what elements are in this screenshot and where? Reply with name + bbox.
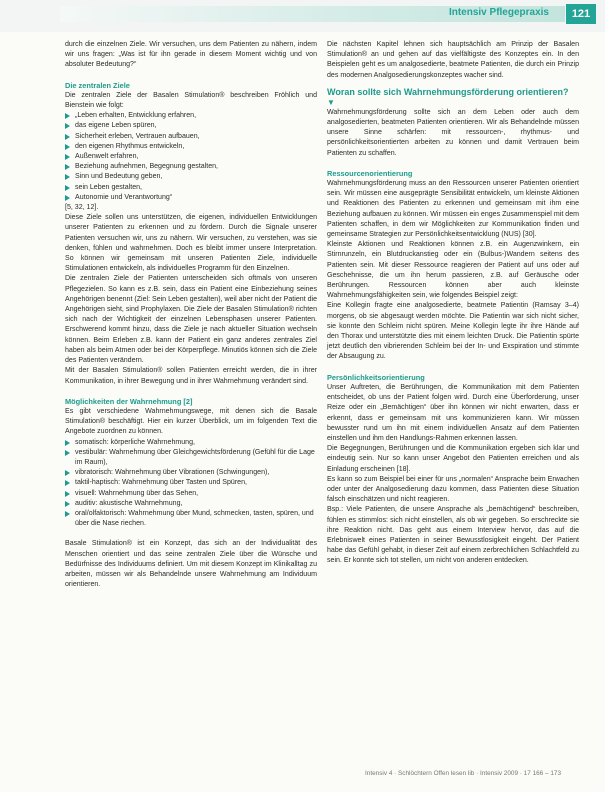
goal-item: sein Leben gestalten,	[65, 183, 317, 193]
perception-item: taktil-haptisch: Wahrnehmung über Tasten und Spüren,	[65, 478, 317, 488]
journal-title: Intensiv Pflegepraxis	[448, 7, 549, 18]
goal-item: Außenwelt erfahren,	[65, 152, 317, 162]
goals-intro: Die zentralen Ziele der Basalen Stimulation® beschreiben Fröhlich und Bienstein wie folgt:	[65, 91, 317, 110]
triangle-down-icon: ▼	[327, 97, 335, 107]
personality-paragraph: Die Begegnungen, Berührungen und die Kommunikation ergeben sich klar und eindeutig sein. Nur so kann unser Angebot den Patienten erreichen und als Einladung erscheinen [18].	[327, 445, 579, 473]
perception-item: vestibulär: Wahrnehmung über Gleichgewichtsförderung (Gefühl für die Lage im Raum),	[65, 448, 317, 468]
header-band	[0, 0, 605, 32]
goal-item: Beziehung aufnehmen, Begegnung gestalten,	[65, 162, 317, 172]
perception-item: visuell: Wahrnehmung über das Sehen,	[65, 489, 317, 499]
left-paragraph: Mit der Basalen Stimulation® sollen Patienten erreicht werden, die in ihrer Kommunikation, in ihrer Bewegung und in ihrer Wahrnehmung verändert sind.	[65, 367, 317, 385]
personality-paragraph: Unser Auftreten, die Berührungen, die Kommunikation mit dem Patienten entscheidet, ob uns der Patient folgen wird. Durch eine Überforderung, unser Reize oder ein „Bemächtigen“ über ihn können wir nicht erwarten, dass er erkennt, dass er gemeinsam mit uns kommunizieren kann. Wir müssen bewusster rund um ihn mit einem individuellen Ansatz auf dem Patienten einstellen und ihm den Handlungs-Rahmen erkennen lassen.	[327, 383, 579, 442]
goals-heading: Die zentralen Ziele	[65, 80, 130, 90]
resources-paragraph: Eine Kollegin fragte eine analgosedierte, beatmete Patientin (Ramsay 3–4) morgens, ob sie abgesaugt werden möchte. Die Patientin war sich nicht sicher, sie konnte den Schleim nicht spüren. Meine Kollegin legte ihr ihre Hände auf den Thorax und unterstützte dies mit einem leichten Druck. Die Patientin spürte jetzt deutlich den vibrierenden Schleim bei der In- und Exspiration und stimmte der Absaugung zu.	[327, 302, 579, 361]
perception-heading: Möglichkeiten der Wahrnehmung [2]	[65, 396, 193, 406]
goal-item: Sicherheit erleben, Vertrauen aufbauen,	[65, 132, 317, 142]
perception-item: vibratorisch: Wahrnehmung über Vibrationen (Schwingungen),	[65, 468, 317, 478]
goal-item: „Leben erhalten, Entwicklung erfahren,	[65, 111, 317, 121]
personality-paragraph: Es kann so zum Beispiel bei einer für uns „normalen“ Ansprache beim Erwachen oder unter der Analgosedierung dazu kommen, dass Patienten diese Situation falsch einschätzen und nicht reagieren.	[327, 475, 579, 504]
page-footer: Intensiv 4 · Schlöchtern Offen lesen lib · Intensiv 2009 · 17 166 – 173	[365, 770, 561, 777]
personality-paragraph: Bsp.: Viele Patienten, die unsere Ansprache als „bemächtigend“ beschreiben, fühlen es stimmlos: sich nicht einstellen, als ob wir gegeben. So erschreckte sie ihre Reaktion nicht. Das geht aus einem Interview hervor, das auf die Erlebniswelt eines Patienten in seiner Bewusstlosigkeit eingeht. Der Patient habe das Gefühl gehabt, in dieser Zeit auf einem zerbrechlichen Schlachtfeld zu sein. Er konnte sich tot stellen, um nicht von anderen entdecken.	[327, 506, 579, 565]
goal-item: Autonomie und Verantwortung“	[65, 193, 317, 203]
resources-paragraph: Kleinste Aktionen und Reaktionen können z.B. ein Augenzwinkern, ein Stirnrunzeln, ein Blutdruckanstieg oder ein (Bulbus-)Wandern seitens des Patienten sein. Mit dieser Ressource reagieren der Patient auf uns oder auf Geschehnisse, die um ihn herum passieren, z.B. auf Geräusche oder Berührungen. Ressourcen können aber auch kleinste Wahrnehmungsfähigkeiten sein, wie folgendes Beispiel zeigt:	[327, 241, 579, 300]
goal-item: das eigene Leben spüren,	[65, 121, 317, 131]
left-intro: durch die einzelnen Ziele. Wir versuchen, uns dem Patienten zu nähern, indem wir uns fragen: „Was ist für ihn gerade in diesem Moment wichtig und von absoluter Bedeutung?“	[65, 41, 317, 69]
perception-item: auditiv: akustische Wahrnehmung,	[65, 499, 317, 509]
left-paragraph: Basale Stimulation® ist ein Konzept, das sich an der Individualität des Menschen orientiert und das seine zentralen Ziele über die Wünsche und Bedürfnisse des Individuums definiert. Um mit diesem Konzept im Klinikalltag zu arbeiten, müssen wir als Behandelnde unsere Wahrnehmung am Individuum orientieren.	[65, 540, 317, 589]
left-column	[65, 40, 317, 590]
page-number: 121	[566, 4, 596, 24]
perception-intro: Es gibt verschiedene Wahrnehmungswege, mit denen sich die Basale Stimulation® beschäftigt. Hier ein kurzer Überblick, um im folgenden Text die Angebote zuordnen zu können.	[65, 407, 317, 436]
left-paragraph: Diese Ziele sollen uns unterstützen, die eigenen, individuellen Entwicklungen unserer Patienten zu erkennen und zu fördern. Durch die Signale unserer Patienten versuchen wir, uns zu nähern. Wir versuchen, zu verstehen, was sie denken, fühlen und wahrnehmen. Doch es bleibt immer unsere Interpretation. So können wir gemeinsam mit unseren Patienten Ziele, individuelle Stimulationen entwickeln, als individuelles Programm für den Einzelnen.	[65, 214, 317, 273]
right-intro: Die nächsten Kapitel lehnen sich hauptsächlich am Prinzip der Basalen Stimulation® an und gehen auf das vielfältigste des Konzeptes ein. In den Beispielen geht es um analgosedierte, beatmete Patienten, die durch ein Prinzip des modernen Analgosedierungskonzeptes wacher sind.	[327, 41, 579, 79]
resources-paragraph: Wahrnehmungsförderung muss an den Ressourcen unserer Patienten orientiert sein. Wir müssen eine ausgeprägte Sensibilität entwickeln, um kleinste Aktionen und Reaktionen des Patienten zu erkennen und gemeinsam mit ihm eine Beziehung aufbauen zu können. Wir müssen ein enges Zusammenspiel mit dem Patienten schaffen, in dem wir Möglichkeiten zur Kommunikation finden und gemeinsame Strategien zur Persönlichkeitsentwicklung (NUS) [30].	[327, 180, 579, 239]
personality-heading: Persönlichkeitsorientierung	[327, 372, 425, 382]
goal-item: den eigenen Rhythmus entwickeln,	[65, 142, 317, 152]
resources-heading: Ressourcenorientierung	[327, 168, 413, 178]
right-column	[327, 40, 579, 567]
left-paragraph: Die zentralen Ziele der Patienten unterscheiden sich oftmals von unseren Pflegezielen. So kann es z.B. sein, dass ein Patient eine Einbeziehung seines Angehörigen benennt (Ziel: Sein Leben gestalten), weil aber nicht der Patient die Angehörigen sieht, sind Prophylaxen. Die Ziele der Basalen Stimulation® richten sich nach der Wichtigkeit der einzelnen Lebensphasen unserer Patienten. Erschwerend kommt hinzu, dass die Ziele je nach aktueller Situation wechseln können. Beim Erleben z.B. kann der Patient ein ganz anderes zentrales Ziel haben als beim Atmen oder bei der Körperpflege. Minutiös können sich die Ziele des Patienten verändern.	[65, 275, 317, 365]
goals-list	[65, 111, 317, 203]
perception-list	[65, 438, 317, 530]
perception-item: somatisch: körperliche Wahrnehmung,	[65, 438, 317, 448]
perception-item: oral/olfaktorisch: Wahrnehmung über Mund, schmecken, tasten, spüren, und über die Nase riechen.	[65, 509, 317, 529]
question-paragraph: Wahrnehmungsförderung sollte sich an dem Leben oder auch dem analgosedierten, beatmeten Patienten orientieren. Wir als Behandelnde müssen unsere Sinne schärfen: mit ressourcen-, rhythmus- und persönlichkeitsorientierten arbeiten zu können und damit Vertrauen beim Patienten zu schaffen.	[327, 108, 579, 157]
goals-citation: [5, 32, 12].	[65, 204, 99, 212]
question-heading: Woran sollte sich Wahrnehmungsförderung orientieren?	[327, 86, 569, 97]
goal-item: Sinn und Bedeutung geben,	[65, 172, 317, 182]
